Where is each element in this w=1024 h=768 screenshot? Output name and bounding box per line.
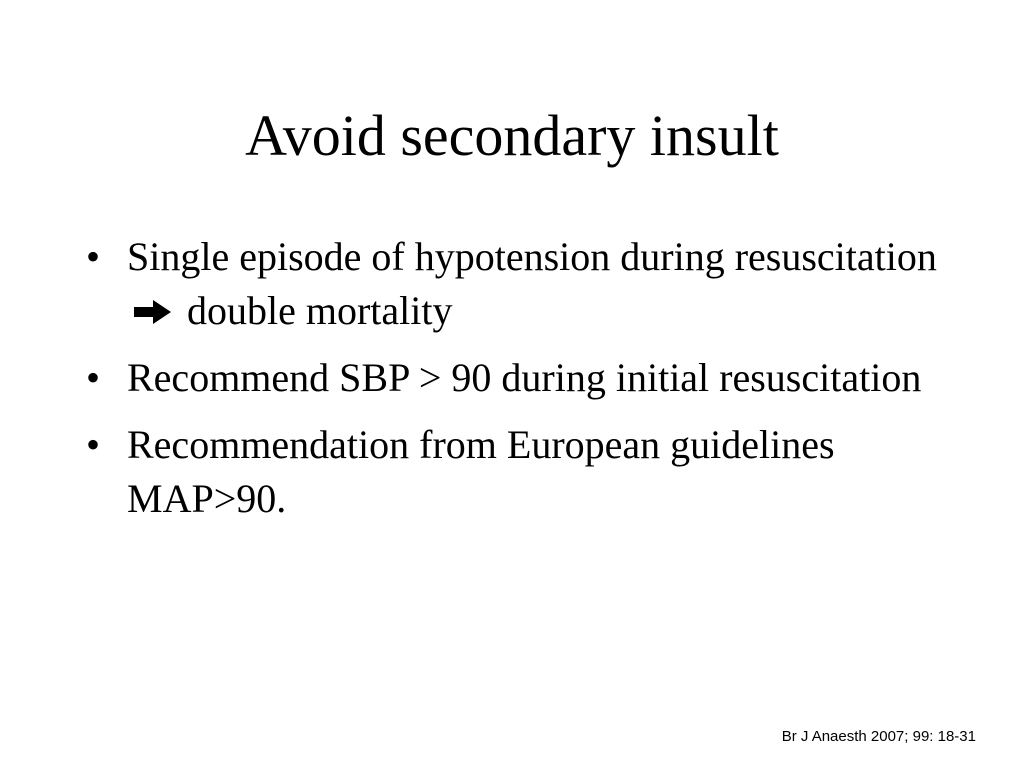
slide-title: Avoid secondary insult bbox=[245, 103, 779, 168]
right-arrow-icon bbox=[133, 297, 173, 327]
bullet-text: Recommendation from European guidelines MAP>90. bbox=[127, 422, 835, 521]
bullet-list bbox=[82, 230, 962, 539]
bullet-text: Recommend SBP > 90 during initial resuscitation bbox=[127, 355, 922, 400]
bullet-text-before-arrow: Single episode of hypotension during resuscitation bbox=[127, 234, 937, 279]
bullet-item-european-guidelines bbox=[82, 418, 962, 526]
citation: Br J Anaesth 2007; 99: 18-31 bbox=[781, 728, 976, 745]
bullet-dot: • bbox=[86, 422, 101, 467]
bullet-item-hypotension bbox=[82, 230, 962, 338]
bullet-dot: • bbox=[86, 355, 101, 400]
bullet-text-after-arrow: double mortality bbox=[187, 288, 453, 333]
bullet-item-sbp bbox=[82, 351, 962, 405]
bullet-dot: • bbox=[86, 234, 101, 279]
